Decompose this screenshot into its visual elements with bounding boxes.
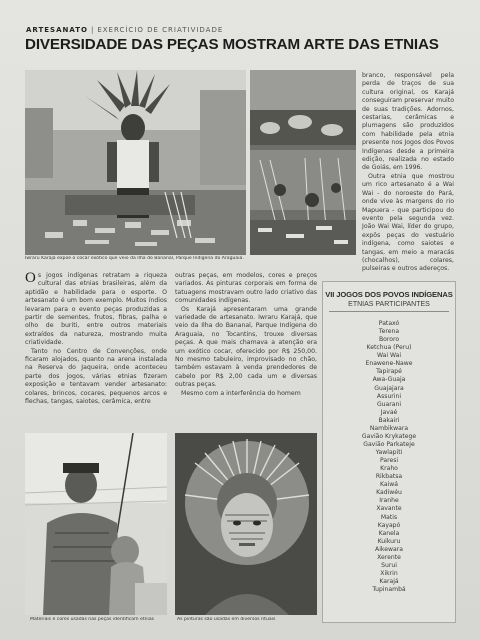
etnia-item: Wai Wai [376, 352, 402, 360]
section-kicker [26, 26, 223, 34]
section-name: ARTESANATO [26, 26, 88, 34]
etnia-item: Kaiwá [379, 481, 399, 489]
sidebar-subtitle: ETNIAS PARTICIPANTES [348, 301, 430, 308]
photo-man-child [25, 433, 167, 615]
article-headline: DIVERSIDADE DAS PEÇAS MOSTRAM ARTE DAS ETNIAS [25, 36, 439, 53]
etnia-item: Yawlapiti [375, 449, 403, 456]
kicker-separator: | [90, 26, 95, 34]
etnia-item: Kanela [378, 529, 400, 537]
photo-man-child-image [25, 433, 167, 615]
etnia-item: Tapirapé [376, 368, 402, 376]
article-paragraph: Tanto no Centro de Convenções, onde ficaram alojados, quanto na arena instalada na Reserva do Jaqueira, onde aconteceu parte dos jogos, várias etnias fizeram exposição e tentavam vender artesanato: colares, brincos, cocares, pequenos arcos e flechas, tangas, saiotes, cerâmica, entre [25, 347, 167, 406]
photo-artesanato-image [250, 70, 356, 255]
etnia-item: Guarani [376, 400, 402, 408]
etnia-item: Surui [381, 561, 397, 569]
etnia-list [323, 320, 455, 594]
etnia-item: Xikrin [380, 569, 398, 577]
sidebar-divider [329, 311, 449, 312]
etnia-item: Iranhe [379, 497, 399, 505]
etnia-item: Kraho [380, 465, 398, 473]
etnia-item: Bakairi [378, 416, 400, 424]
photo-painted-face [175, 433, 317, 615]
etnia-item: Pataxó [378, 320, 400, 327]
etnia-item: Kadiwéu [376, 489, 402, 497]
photo-karaja-cocar [25, 70, 246, 255]
article-paragraph: outras peças, em modelos, cores e preços variados. As pinturas corporais em forma de tatuagens mostravam outro lado criativo das comunidades indígenas. [175, 272, 317, 305]
etnia-item: Bororo [378, 336, 400, 344]
etnia-item: Guajajara [374, 384, 404, 392]
etnia-item: Nambikwara [369, 424, 409, 432]
article-column-2 [175, 272, 317, 432]
article-paragraph-text: s jogos indígenas retratam a riqueza cultural das etnias brasileiras, além da aptidão e habilidade para o esporte. O artesanato é um bom exemplo. Muitos índios levaram para o evento peças produzidas a partir de sementes, frutos, fibras, palha e olho de buriti, entre outros materiais extraídos da natureza, mostrando muita criatividade. [25, 272, 167, 347]
etnia-item: Gavião Parkateje [363, 440, 415, 448]
photo-karaja-caption: Iwraru Karajá expõe o cocar exótico que veio da Ilha do Bananal, Parque Indígena do Araguaia. [25, 256, 244, 261]
photo-man-child-caption: Materiais e cores usadas nas peças identificam etnias [30, 617, 155, 622]
drop-cap: O [25, 272, 36, 286]
sidebar-etnias [322, 281, 456, 623]
etnia-item: Javaé [380, 408, 398, 416]
photo-painted-face-image [175, 433, 317, 615]
photo-artesanato-display [250, 70, 356, 255]
article-paragraph: branco, responsável pela perda de traços de sua cultura original, os Karajá conseguiram preservar muito de suas tradições. Adornos, cestarias, cerâmicas e plumagens são produzidos com habilidade pela etnia presente nos Jogos dos Povos Indígenas desde a primeira edição, realizada no estado de Goiás, em 1996. [362, 72, 454, 172]
etnia-item: Xerente [377, 553, 401, 561]
photo-painted-face-caption: As pinturas são usadas em diversos rituais [177, 617, 276, 622]
etnia-item: Kayapó [377, 521, 401, 529]
etnia-item: Enawene-Nawe [365, 360, 413, 368]
etnia-item: Tupinambá [372, 586, 406, 594]
sidebar-title: VII JOGOS DOS POVOS INDÍGENAS [325, 290, 453, 299]
etnia-item: Karajá [379, 578, 399, 585]
etnia-item: Ketchua (Peru) [366, 344, 412, 352]
etnia-item: Awa-Guaja [372, 376, 406, 384]
etnia-item: Paresi [379, 457, 399, 465]
etnia-item: Aikewara [375, 545, 403, 553]
etnia-item: Rikbatsa [375, 473, 403, 481]
article-column-1 [25, 272, 167, 432]
article-paragraph [25, 272, 167, 348]
etnia-item: Assurini [376, 392, 402, 400]
photo-karaja-cocar-image [25, 70, 246, 255]
etnia-item: Gavião Krykatege [361, 432, 417, 440]
etnia-item: Matis [380, 513, 398, 521]
etnia-item: Kuikuru [377, 537, 401, 545]
article-paragraph: Outra etnia que mostrou um rico artesanato é a Wai Wai - do noroeste do Pará, onde vive às margens do rio Mapuera - que participou do evento pela segunda vez. João Wai Wai, líder do grupo, expôs peças do vestuário indígena, como saiotes e tangas, em meio a maracás (chocalhos), colares, pulseiras e outros adereços. [362, 172, 454, 272]
etnia-item: Terena [378, 328, 400, 336]
article-column-right-top [362, 72, 454, 272]
subsection-name: EXERCÍCIO DE CRIATIVIDADE [97, 26, 224, 34]
article-paragraph: Mesmo com a interferência do homem [181, 389, 301, 397]
article-paragraph: Os Karajá apresentaram uma grande variedade de artesanato. Iwraru Karajá, que veio da Ilha do Bananal, Parque Indígena do Araguaia, no Tocantins, trouxe diversas peças. A que mais chamava a atenção era um exótico cocar, oferecido por R$ 250,00. No mesmo tabuleiro, improvisado no chão, também estavam à venda prendedores de cabelo por R$ 2,00 cada um e diversas outras peças. [175, 305, 317, 389]
etnia-item: Xavante [376, 505, 402, 513]
